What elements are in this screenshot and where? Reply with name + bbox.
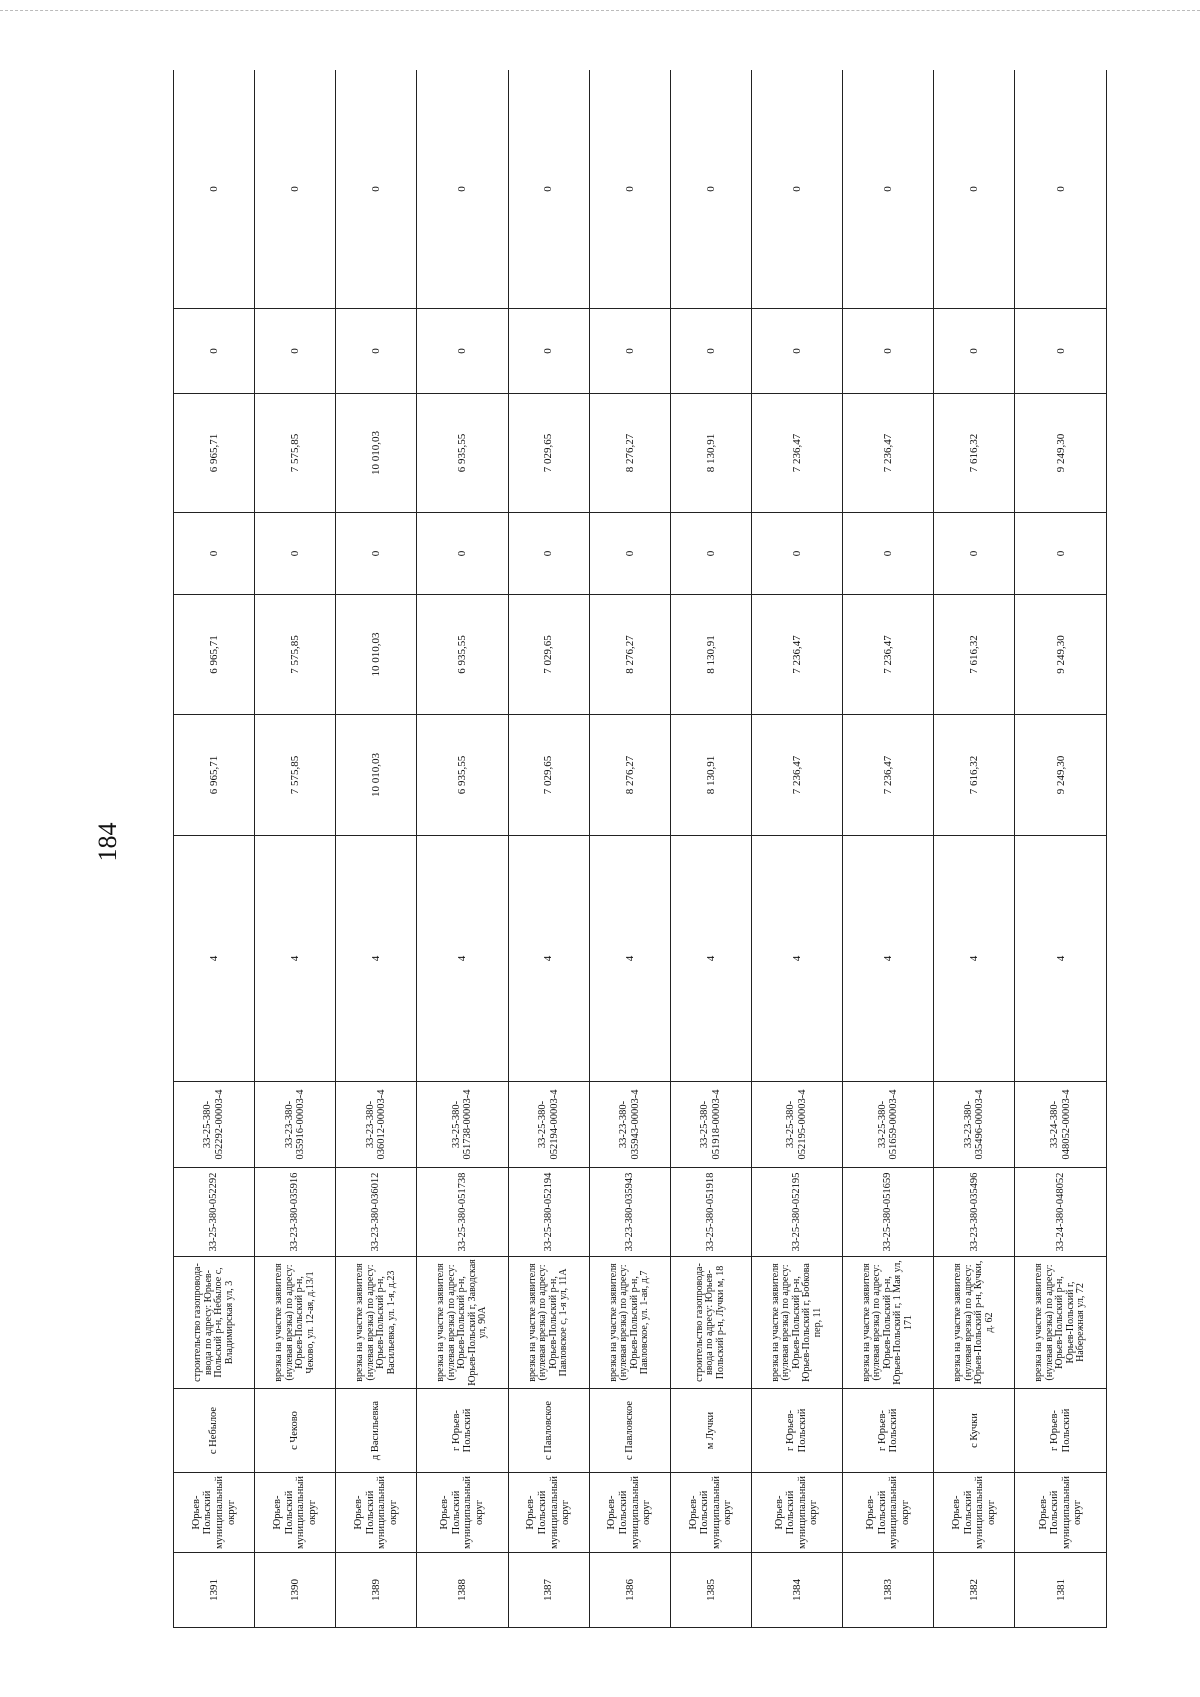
cell-v1: 8 276,27 xyxy=(589,715,670,836)
cell-code2: 33-25-380-051918-00003-4 xyxy=(670,1082,751,1168)
cell-v3: 0 xyxy=(670,513,751,595)
cell-no: 1382 xyxy=(934,1553,1015,1628)
cell-v3: 0 xyxy=(934,513,1015,595)
scan-edge-line xyxy=(0,10,1200,11)
cell-v5: 0 xyxy=(589,309,670,394)
cell-code2: 33-23-380-035943-00003-4 xyxy=(589,1082,670,1168)
cell-code1: 33-23-380-035943 xyxy=(589,1168,670,1257)
cell-v2: 6 935,55 xyxy=(417,595,508,715)
cell-v4: 7 236,47 xyxy=(843,394,934,513)
cell-description: строительство газопровода-ввода по адресу: Юрьев-Польский р-н, Небылое с, Владимирская ул, 3 xyxy=(174,1257,255,1389)
table-row xyxy=(417,70,508,1628)
cell-v2: 7 029,65 xyxy=(508,595,589,715)
cell-v6: 0 xyxy=(336,70,417,309)
cell-v3: 0 xyxy=(417,513,508,595)
cell-locality: д Васильевка xyxy=(336,1389,417,1473)
cell-district: Юрьев-Польский муниципальный округ xyxy=(508,1473,589,1553)
data-table xyxy=(173,70,1107,1628)
table-row xyxy=(843,70,934,1628)
cell-code1: 33-23-380-036012 xyxy=(336,1168,417,1257)
cell-v2: 9 249,30 xyxy=(1015,595,1107,715)
cell-cat: 4 xyxy=(751,836,842,1082)
cell-code2: 33-23-380-035496-00003-4 xyxy=(934,1082,1015,1168)
cell-v4: 8 130,91 xyxy=(670,394,751,513)
cell-no: 1388 xyxy=(417,1553,508,1628)
table-row xyxy=(589,70,670,1628)
cell-v2: 7 236,47 xyxy=(751,595,842,715)
cell-v2: 7 236,47 xyxy=(843,595,934,715)
cell-code2: 33-23-380-036012-00003-4 xyxy=(336,1082,417,1168)
table-row xyxy=(508,70,589,1628)
cell-description: врезка на участке заявителя (нулевая врезка) по адресу: Юрьев-Польский р-н, Чеково, ул. 12-ая, д.13/1 xyxy=(255,1257,336,1389)
cell-code1: 33-25-380-052195 xyxy=(751,1168,842,1257)
cell-cat: 4 xyxy=(670,836,751,1082)
cell-code1: 33-25-380-052194 xyxy=(508,1168,589,1257)
cell-v2: 8 276,27 xyxy=(589,595,670,715)
cell-v2: 7 616,32 xyxy=(934,595,1015,715)
cell-v5: 0 xyxy=(670,309,751,394)
cell-description: врезка на участке заявителя (нулевая врезка) по адресу: Юрьев-Польский р-н, Васильевка, ул. 1-я, д.23 xyxy=(336,1257,417,1389)
cell-v4: 7 029,65 xyxy=(508,394,589,513)
cell-description: врезка на участке заявителя (нулевая врезка) по адресу: Юрьев-Польский р-н, Юрьев-Польский г, Набережная ул, 72 xyxy=(1015,1257,1107,1389)
cell-code2: 33-25-380-051738-00003-4 xyxy=(417,1082,508,1168)
cell-no: 1384 xyxy=(751,1553,842,1628)
cell-district: Юрьев-Польский муниципальный округ xyxy=(751,1473,842,1553)
table-rotator xyxy=(173,70,1107,1628)
cell-v3: 0 xyxy=(589,513,670,595)
cell-v2: 6 965,71 xyxy=(174,595,255,715)
cell-v6: 0 xyxy=(508,70,589,309)
cell-v5: 0 xyxy=(255,309,336,394)
table-row xyxy=(255,70,336,1628)
cell-v2: 7 575,85 xyxy=(255,595,336,715)
cell-district: Юрьев-Польский муниципальный округ xyxy=(843,1473,934,1553)
cell-cat: 4 xyxy=(508,836,589,1082)
cell-cat: 4 xyxy=(417,836,508,1082)
cell-v6: 0 xyxy=(843,70,934,309)
table-body xyxy=(174,70,1107,1628)
cell-v6: 0 xyxy=(1015,70,1107,309)
cell-locality: г Юрьев-Польский xyxy=(751,1389,842,1473)
cell-code1: 33-24-380-048052 xyxy=(1015,1168,1107,1257)
cell-no: 1391 xyxy=(174,1553,255,1628)
cell-description: врезка на участке заявителя (нулевая врезка) по адресу: Юрьев-Польский р-н, Юрьев-Польский г, 1 Мая ул, 171 xyxy=(843,1257,934,1389)
cell-v4: 8 276,27 xyxy=(589,394,670,513)
cell-code2: 33-23-380-035916-00003-4 xyxy=(255,1082,336,1168)
cell-v1: 6 965,71 xyxy=(174,715,255,836)
cell-v6: 0 xyxy=(255,70,336,309)
cell-no: 1389 xyxy=(336,1553,417,1628)
cell-no: 1390 xyxy=(255,1553,336,1628)
cell-code1: 33-25-380-051659 xyxy=(843,1168,934,1257)
cell-district: Юрьев-Польский муниципальный округ xyxy=(255,1473,336,1553)
cell-cat: 4 xyxy=(336,836,417,1082)
cell-v1: 10 010,03 xyxy=(336,715,417,836)
cell-code2: 33-25-380-052195-00003-4 xyxy=(751,1082,842,1168)
cell-code1: 33-23-380-035916 xyxy=(255,1168,336,1257)
cell-locality: г Юрьев-Польский xyxy=(1015,1389,1107,1473)
cell-cat: 4 xyxy=(255,836,336,1082)
cell-v6: 0 xyxy=(174,70,255,309)
cell-v5: 0 xyxy=(934,309,1015,394)
cell-description: врезка на участке заявителя (нулевая врезка) по адресу: Юрьев-Польский р-н, Павловское с, 1-я ул, 11А xyxy=(508,1257,589,1389)
table-row xyxy=(174,70,255,1628)
table-row xyxy=(934,70,1015,1628)
cell-no: 1385 xyxy=(670,1553,751,1628)
cell-v5: 0 xyxy=(508,309,589,394)
cell-locality: с Чеково xyxy=(255,1389,336,1473)
cell-v1: 7 575,85 xyxy=(255,715,336,836)
cell-v6: 0 xyxy=(751,70,842,309)
cell-no: 1387 xyxy=(508,1553,589,1628)
page-number: 184 xyxy=(93,822,122,862)
cell-description: врезка на участке заявителя (нулевая врезка) по адресу: Юрьев-Польский р-н, Юрьев-Польский г, Бобкова пер, 11 xyxy=(751,1257,842,1389)
cell-v1: 7 616,32 xyxy=(934,715,1015,836)
cell-v4: 6 935,55 xyxy=(417,394,508,513)
cell-cat: 4 xyxy=(1015,836,1107,1082)
table-row xyxy=(336,70,417,1628)
cell-code2: 33-24-380-048052-00003-4 xyxy=(1015,1082,1107,1168)
cell-v1: 7 029,65 xyxy=(508,715,589,836)
cell-v5: 0 xyxy=(843,309,934,394)
cell-code1: 33-25-380-052292 xyxy=(174,1168,255,1257)
cell-code1: 33-23-380-035496 xyxy=(934,1168,1015,1257)
cell-v1: 9 249,30 xyxy=(1015,715,1107,836)
cell-no: 1381 xyxy=(1015,1553,1107,1628)
cell-v3: 0 xyxy=(843,513,934,595)
cell-district: Юрьев-Польский муниципальный округ xyxy=(670,1473,751,1553)
table-row xyxy=(751,70,842,1628)
cell-v1: 8 130,91 xyxy=(670,715,751,836)
cell-code1: 33-25-380-051918 xyxy=(670,1168,751,1257)
table-row xyxy=(1015,70,1107,1628)
cell-v3: 0 xyxy=(508,513,589,595)
cell-v3: 0 xyxy=(751,513,842,595)
cell-v4: 6 965,71 xyxy=(174,394,255,513)
cell-district: Юрьев-Польский муниципальный округ xyxy=(589,1473,670,1553)
cell-description: врезка на участке заявителя (нулевая врезка) по адресу: Юрьев-Польский р-н, Кучки, д. 62 xyxy=(934,1257,1015,1389)
cell-code1: 33-25-380-051738 xyxy=(417,1168,508,1257)
cell-code2: 33-25-380-052292-00003-4 xyxy=(174,1082,255,1168)
cell-locality: с Небылое xyxy=(174,1389,255,1473)
cell-v2: 8 130,91 xyxy=(670,595,751,715)
cell-v4: 7 236,47 xyxy=(751,394,842,513)
cell-v2: 10 010,03 xyxy=(336,595,417,715)
cell-cat: 4 xyxy=(174,836,255,1082)
cell-v5: 0 xyxy=(417,309,508,394)
cell-district: Юрьев-Польский муниципальный округ xyxy=(417,1473,508,1553)
cell-v5: 0 xyxy=(751,309,842,394)
cell-v3: 0 xyxy=(174,513,255,595)
cell-v6: 0 xyxy=(670,70,751,309)
cell-v5: 0 xyxy=(1015,309,1107,394)
cell-code2: 33-25-380-052194-00003-4 xyxy=(508,1082,589,1168)
cell-description: врезка на участке заявителя (нулевая врезка) по адресу: Юрьев-Польский р-н, Павловское, ул. 1-ая, д.7 xyxy=(589,1257,670,1389)
cell-v4: 9 249,30 xyxy=(1015,394,1107,513)
cell-district: Юрьев-Польский муниципальный округ xyxy=(1015,1473,1107,1553)
cell-v4: 10 010,03 xyxy=(336,394,417,513)
cell-district: Юрьев-Польский муниципальный округ xyxy=(934,1473,1015,1553)
cell-locality: г Юрьев-Польский xyxy=(843,1389,934,1473)
cell-v4: 7 575,85 xyxy=(255,394,336,513)
cell-v1: 6 935,55 xyxy=(417,715,508,836)
cell-cat: 4 xyxy=(843,836,934,1082)
cell-no: 1383 xyxy=(843,1553,934,1628)
table-row xyxy=(670,70,751,1628)
cell-v6: 0 xyxy=(934,70,1015,309)
table-frame xyxy=(173,70,1107,1628)
cell-code2: 33-25-380-051659-00003-4 xyxy=(843,1082,934,1168)
cell-cat: 4 xyxy=(589,836,670,1082)
cell-v3: 0 xyxy=(336,513,417,595)
cell-v5: 0 xyxy=(174,309,255,394)
cell-v6: 0 xyxy=(589,70,670,309)
cell-description: строительство газопровода-ввода по адресу: Юрьев-Польский р-н, Лучки м, 18 xyxy=(670,1257,751,1389)
cell-description: врезка на участке заявителя (нулевая врезка) по адресу: Юрьев-Польский р-н, Юрьев-Польский г, Заводская ул, 90А xyxy=(417,1257,508,1389)
cell-locality: с Кучки xyxy=(934,1389,1015,1473)
cell-v3: 0 xyxy=(255,513,336,595)
cell-locality: г Юрьев-Польский xyxy=(417,1389,508,1473)
cell-v5: 0 xyxy=(336,309,417,394)
cell-no: 1386 xyxy=(589,1553,670,1628)
cell-v4: 7 616,32 xyxy=(934,394,1015,513)
cell-v3: 0 xyxy=(1015,513,1107,595)
cell-district: Юрьев-Польский муниципальный округ xyxy=(174,1473,255,1553)
cell-district: Юрьев-Польский муниципальный округ xyxy=(336,1473,417,1553)
cell-cat: 4 xyxy=(934,836,1015,1082)
cell-v1: 7 236,47 xyxy=(843,715,934,836)
cell-v1: 7 236,47 xyxy=(751,715,842,836)
cell-v6: 0 xyxy=(417,70,508,309)
cell-locality: с Павловское xyxy=(589,1389,670,1473)
cell-locality: с Павловское xyxy=(508,1389,589,1473)
cell-locality: м Лучки xyxy=(670,1389,751,1473)
